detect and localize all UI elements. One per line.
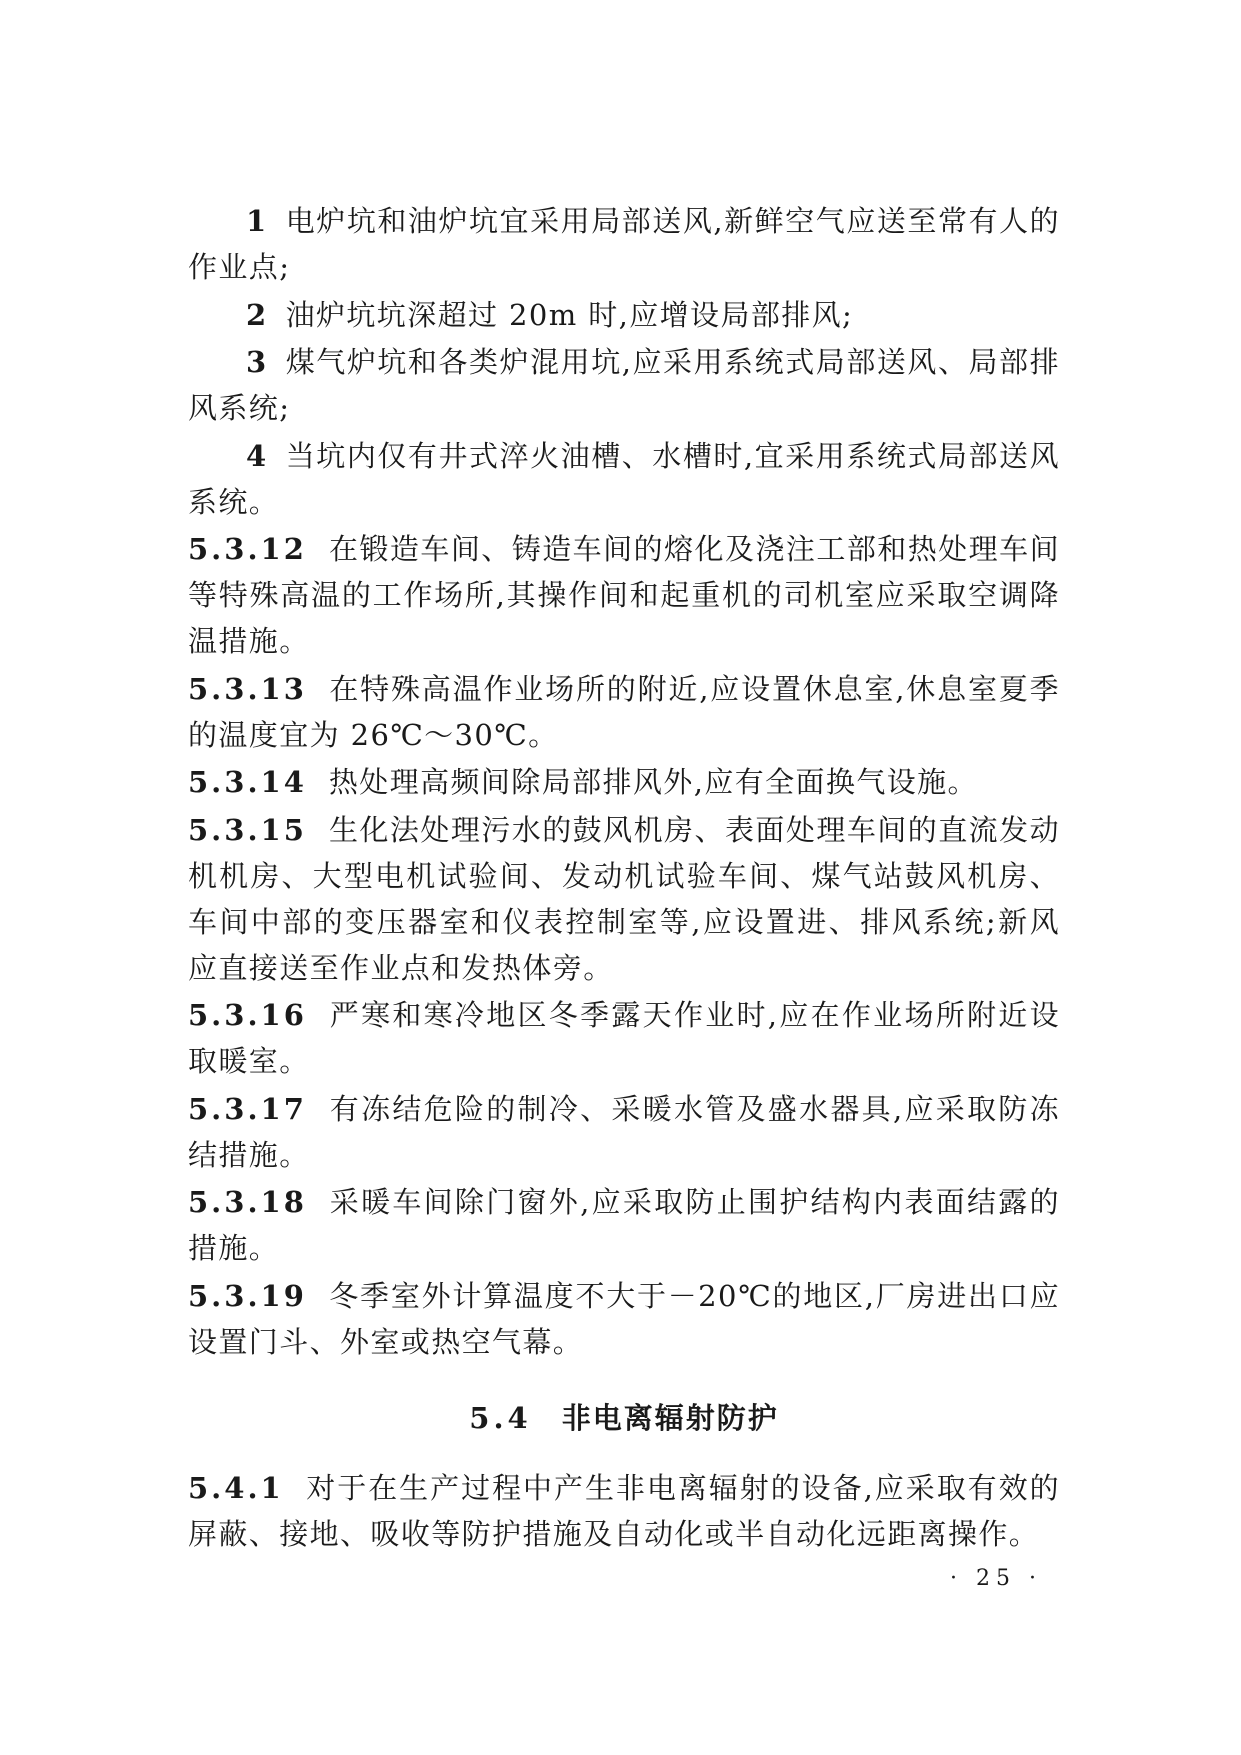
clause — [188, 992, 1060, 1084]
item-number: 1 — [246, 204, 268, 238]
clause-number: 5.3.16 — [188, 998, 307, 1032]
item-number: 4 — [246, 438, 268, 473]
clause-text: 冬季室外计算温度不大于－20℃的地区,厂房进出口应设置门斗、外室或热空气幕。 — [188, 1278, 1060, 1359]
item-text: 油炉坑坑深超过 20m 时,应增设局部排风; — [285, 297, 854, 332]
clause-text: 在特殊高温作业场所的附近,应设置休息室,休息室夏季的温度宜为 26℃～30℃。 — [188, 671, 1060, 752]
item-number: 2 — [246, 297, 268, 332]
item-text: 电炉坑和油炉坑宜采用局部送风,新鲜空气应送至常有人的作业点; — [188, 204, 1060, 284]
clause-text: 严寒和寒冷地区冬季露天作业时,应在作业场所附近设取暖室。 — [188, 998, 1060, 1078]
page-number: · 25 · — [950, 1566, 1042, 1591]
clause — [188, 526, 1060, 664]
clause-number: 5.3.18 — [188, 1185, 307, 1219]
item-text: 煤气炉坑和各类炉混用坑,应采用系统式局部送风、局部排风系统; — [188, 345, 1060, 425]
item-text: 当坑内仅有井式淬火油槽、水槽时,宜采用系统式局部送风系统。 — [188, 438, 1060, 519]
clause — [188, 759, 1060, 805]
clause-number: 5.3.17 — [188, 1091, 307, 1126]
list-item — [188, 198, 1060, 290]
clause-text: 对于在生产过程中产生非电离辐射的设备,应采取有效的屏蔽、接地、吸收等防护措施及自动化或半自动化远距离操作。 — [188, 1470, 1060, 1551]
clause — [188, 666, 1060, 758]
document-body — [188, 198, 1060, 1558]
clause — [188, 1465, 1060, 1557]
clause-number: 5.3.13 — [188, 671, 307, 706]
clause-text: 在锻造车间、铸造车间的熔化及浇注工部和热处理车间等特殊高温的工作场所,其操作间和起重机的司机室应采取空调降温措施。 — [188, 532, 1060, 658]
section-title: 非电离辐射防护 — [561, 1400, 779, 1435]
list-item — [188, 292, 1060, 338]
item-number: 3 — [246, 345, 268, 379]
clause-text: 生化法处理污水的鼓风机房、表面处理车间的直流发动机机房、大型电机试验间、发动机试验车间、煤气站鼓风机房、车间中部的变压器室和仪表控制室等,应设置进、排风系统;新风应直接送至作业点和发热体旁。 — [188, 812, 1060, 985]
clause — [188, 807, 1060, 991]
clause — [188, 1273, 1060, 1365]
section-heading — [188, 1395, 1060, 1441]
clause-number: 5.3.15 — [188, 812, 307, 847]
clause-number: 5.4.1 — [188, 1470, 284, 1505]
clause-number: 5.3.12 — [188, 532, 307, 566]
clause-number: 5.3.14 — [188, 765, 307, 799]
clause-number: 5.3.19 — [188, 1278, 307, 1313]
clause — [188, 1086, 1060, 1178]
clause-text: 有冻结危险的制冷、采暖水管及盛水器具,应采取防冻结措施。 — [188, 1091, 1060, 1172]
section-number: 5.4 — [469, 1400, 532, 1435]
clause-text: 热处理高频间除局部排风外,应有全面换气设施。 — [328, 765, 978, 799]
clause — [188, 1179, 1060, 1271]
list-item — [188, 433, 1060, 525]
list-item — [188, 339, 1060, 431]
clause-text: 采暖车间除门窗外,应采取防止围护结构内表面结露的措施。 — [188, 1185, 1060, 1265]
